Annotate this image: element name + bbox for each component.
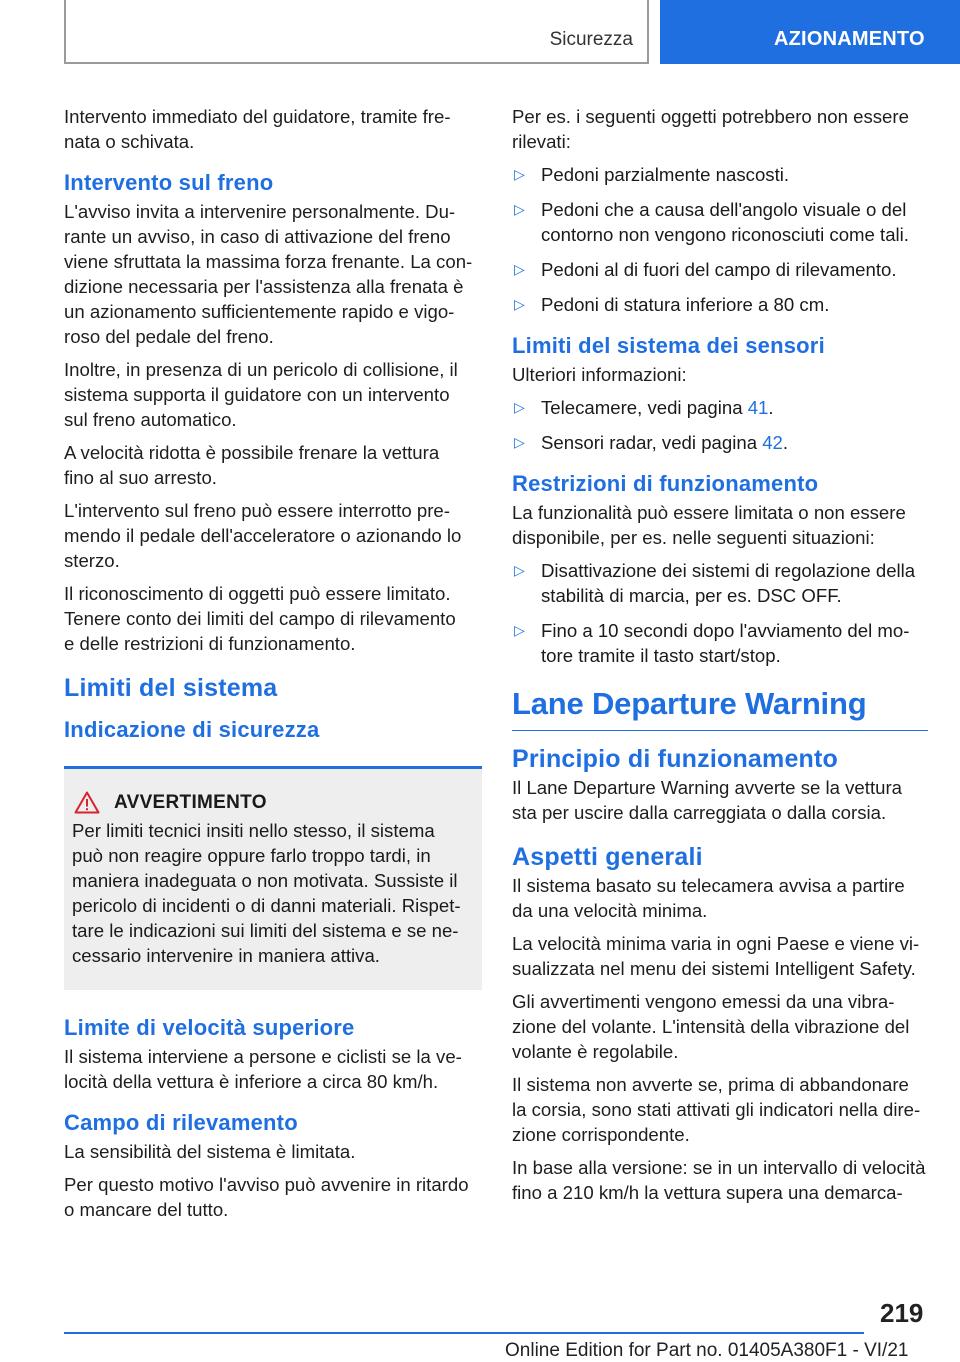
heading-limiti-sensori: Limiti del sistema dei sensori	[512, 333, 825, 358]
footer-divider	[64, 1332, 864, 1334]
paragraph: Gli avvertimenti vengono emessi da una vibra- zione del volante. L'intensità della vibrazione del volante è regolabile.	[512, 991, 910, 1062]
triangle-right-icon: ▷	[514, 434, 525, 450]
triangle-right-icon: ▷	[514, 261, 525, 277]
heading-restrizioni: Restrizioni di funzionamento	[512, 471, 819, 496]
paragraph: L'avviso invita a intervenire personalmente. Du- rante un avviso, in caso di attivazione del freno viene sfruttata la massima forza frenante. La con- dizione necessaria per l'assistenza alla frenata è un azionamento sufficientemente rapido e vigo- roso del pedale del freno.	[64, 201, 473, 347]
list-item: ▷ Pedoni parzialmente nascosti.	[514, 164, 790, 185]
heading-indicazione-sicurezza: Indicazione di sicurezza	[64, 717, 320, 742]
heading-intervento-freno: Intervento sul freno	[64, 170, 274, 195]
triangle-right-icon: ▷	[514, 399, 525, 415]
heading-campo-rilevamento: Campo di rilevamento	[64, 1110, 298, 1135]
heading-limite-velocita: Limite di velocità superiore	[64, 1015, 355, 1040]
paragraph: Intervento immediato del guidatore, tramite fre- nata o schivata.	[64, 106, 451, 152]
list-item: ▷ Disattivazione dei sistemi di regolazione della stabilità di marcia, per es. DSC OFF.	[514, 560, 916, 606]
paragraph: Per es. i seguenti oggetti potrebbero non essere rilevati:	[512, 106, 909, 152]
warning-title: AVVERTIMENTO	[114, 791, 267, 813]
warning-text: Per limiti tecnici insiti nello stesso, il sistema può non reagire oppure farlo troppo tardi, in maniera inadeguata o non motivata. Sussiste il pericolo di incidenti o di danni materiali. Rispet- tare le indicazioni sui limiti del sistema e se ne- cessario intervenire in maniera attiva.	[72, 820, 461, 966]
chapter-title: AZIONAMENTO	[774, 28, 925, 50]
paragraph: In base alla versione: se in un intervallo di velocità fino a 210 km/h la vettura supera una demarca-	[512, 1157, 926, 1203]
page-number: 219	[880, 1298, 924, 1328]
paragraph: Il sistema basato su telecamera avvisa a partire da una velocità minima.	[512, 875, 905, 921]
list-item: ▷ Pedoni al di fuori del campo di rilevamento.	[514, 259, 897, 280]
footer-edition: Online Edition for Part no. 01405A380F1 - VI/21	[505, 1340, 909, 1361]
paragraph: La velocità minima varia in ogni Paese e viene vi- sualizzata nel menu dei sistemi Intelligent Safety.	[512, 933, 920, 979]
paragraph: La funzionalità può essere limitata o non essere disponibile, per es. nelle seguenti situazioni:	[512, 502, 906, 548]
header-chapter-tab	[660, 0, 960, 64]
section-title: Sicurezza	[549, 29, 633, 50]
situations-list	[512, 558, 928, 668]
triangle-right-icon: ▷	[514, 562, 525, 578]
page-link-42[interactable]: 42	[762, 432, 783, 453]
paragraph: La sensibilità del sistema è limitata.	[64, 1141, 356, 1162]
heading-principio: Principio di funzionamento	[512, 745, 839, 773]
paragraph: Il sistema interviene a persone e ciclisti se la ve- locità della vettura è inferiore a circa 80 km/h.	[64, 1046, 462, 1092]
triangle-right-icon: ▷	[514, 296, 525, 312]
heading-limiti-sistema: Limiti del sistema	[64, 674, 278, 702]
warning-header	[72, 791, 472, 814]
warning-box	[64, 766, 482, 990]
triangle-right-icon: ▷	[514, 166, 525, 182]
paragraph: Ulteriori informazioni:	[512, 364, 687, 385]
triangle-right-icon: ▷	[514, 201, 525, 217]
list-item: ▷ Sensori radar, vedi pagina 42.	[514, 432, 789, 453]
paragraph: L'intervento sul freno può essere interrotto pre- mendo il pedale dell'acceleratore o azionando lo sterzo.	[64, 500, 462, 571]
list-item: ▷ Fino a 10 secondi dopo l'avviamento del mo- tore tramite il tasto start/stop.	[514, 620, 910, 666]
right-column	[512, 104, 928, 1213]
warning-triangle-icon	[74, 791, 100, 814]
page-link-41[interactable]: 41	[747, 397, 769, 418]
left-column	[64, 104, 482, 1230]
refs-list	[512, 395, 928, 455]
header-section-tab	[64, 0, 649, 64]
paragraph: Il Lane Departure Warning avverte se la vettura sta per uscire dalla carreggiata o dalla corsia.	[512, 777, 902, 823]
paragraph: Inoltre, in presenza di un pericolo di collisione, il sistema supporta il guidatore con un intervento sul freno automatico.	[64, 359, 458, 430]
heading-lane-departure-warning: Lane Departure Warning	[512, 684, 928, 731]
paragraph: Il riconoscimento di oggetti può essere limitato. Tenere conto dei limiti del campo di rilevamento e delle restrizioni di funzionamento.	[64, 583, 456, 654]
list-item: ▷ Pedoni che a causa dell'angolo visuale o del contorno non vengono riconosciuti come tali.	[514, 199, 909, 245]
triangle-right-icon: ▷	[514, 622, 525, 638]
paragraph: Il sistema non avverte se, prima di abbandonare la corsia, sono stati attivati gli indicatori nella dire- zione corrispondente.	[512, 1074, 921, 1145]
list-item: ▷ Telecamere, vedi pagina 41.	[514, 397, 774, 418]
paragraph: Per questo motivo l'avviso può avvenire in ritardo o mancare del tutto.	[64, 1174, 469, 1220]
heading-aspetti-generali: Aspetti generali	[512, 843, 703, 871]
list-item: ▷ Pedoni di statura inferiore a 80 cm.	[514, 294, 830, 315]
paragraph: A velocità ridotta è possibile frenare la vettura fino al suo arresto.	[64, 442, 440, 488]
objects-list	[512, 162, 928, 317]
